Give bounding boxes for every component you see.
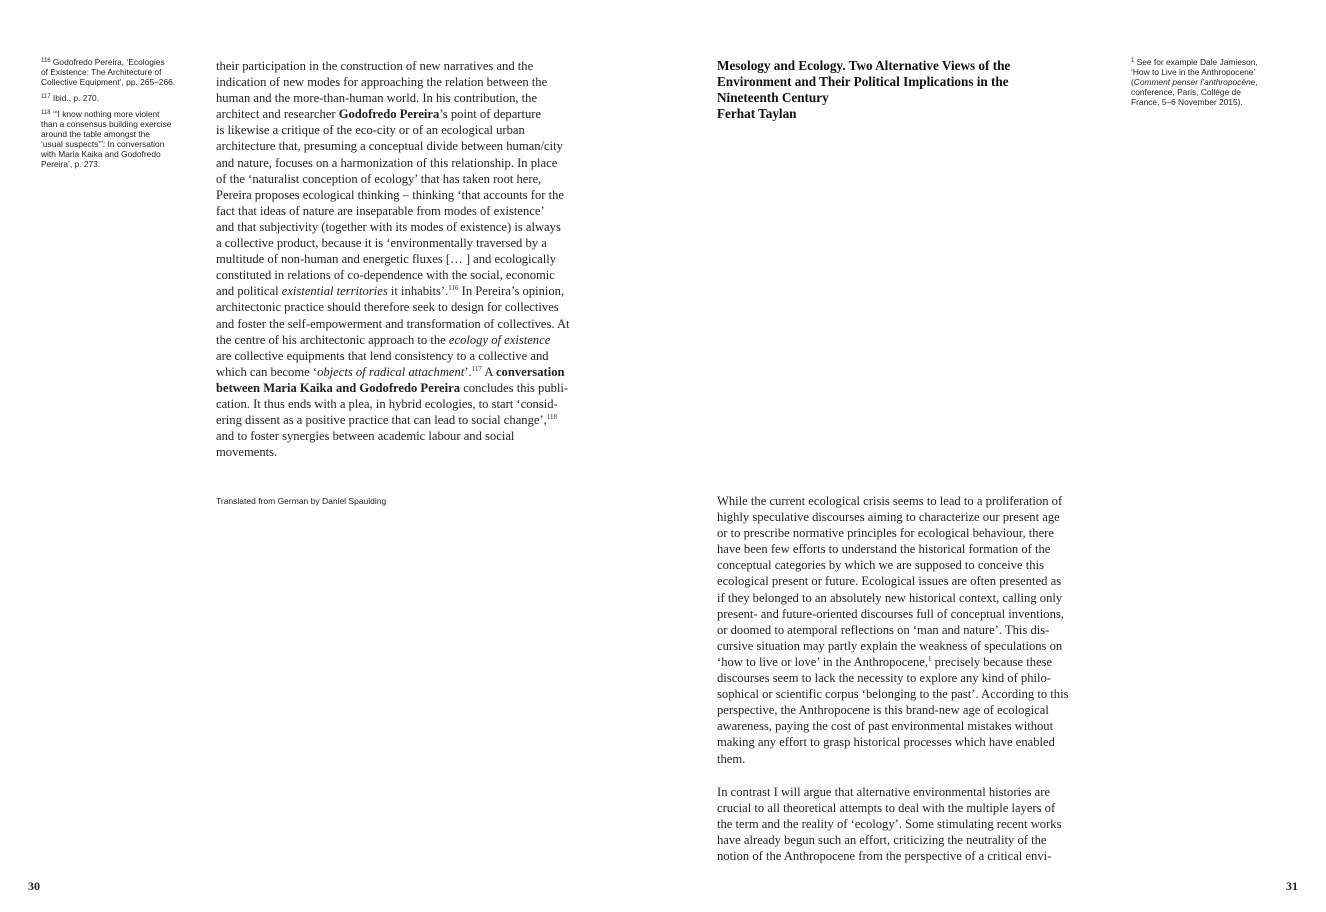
footnote-ref-117[interactable]: 117 (471, 364, 482, 373)
left-body-text: their participation in the construction of new narratives and the indication of new modes for approaching the relation between the human and the more-than-human world. In his contribution, the architect and researcher Godofredo Pereira’s point of departure is likewise a critique of the eco-city or of an ecological urban architecture that, presuming a conceptual divide between human/city and nature, focuses on a harmonization of this relationship. In place of the ‘naturalist conception of ecology’ that has taken root here, Pereira proposes ecological thinking – thinking ‘that accounts for the fact that ideas of nature are inseparable from modes of existence’ and that subjectivity (together with its modes of existence) is always a collective product, because it is ‘environmentally traversed by a multitude of non-human and energetic fluxes [… ] and ecologically constituted in relations of co-dependence with the social, economic and political existential territories it inhabits’.$^{116}$ In Pereira’s opinion, architectonic practice should therefore seek to design for collectives and foster the self-empowerment and transformation of collectives. At the centre of his architectonic approach to the ecology of existence are collective equipments that lend consistency to a collective and which can become ‘objects of radical attachment’.$^{117}$ A conversation between Maria Kaika and Godofredo Pereira concludes this publi- cation. It thus ends with a plea, in hybrid ecologies, to start ‘consid- ering dissent as a positive practice that can lead to social change’,$^{118}$ and to foster synergies between academic labour and social movements. (216, 59, 570, 460)
page-number-right: 31 (1286, 879, 1298, 893)
footnote-ref-118[interactable]: 118 (546, 413, 558, 422)
left-footnotes (41, 57, 201, 175)
article-title-line: Mesology and Ecology. Two Alternative Views of the (717, 58, 1011, 73)
page-number-left: 30 (28, 879, 40, 893)
footnote-ref-116[interactable]: 116 (448, 284, 459, 293)
article-header (717, 58, 1097, 122)
translator-credit: Translated from German by Daniel Spaulding (216, 496, 387, 506)
footnote-number: 116 (41, 58, 51, 64)
footnote-117: $^{117}$ Ibid., p. 270. (41, 93, 100, 103)
article-title-line: Nineteenth Century (717, 90, 829, 105)
footnote-number: 118 (41, 110, 51, 116)
footnote-number: 1 (1131, 58, 1135, 64)
right-body-text: While the current ecological crisis seems to lead to a proliferation of highly speculative discourses aiming to characterize our present age or to prescribe normative principles for ecological behaviour, there have been few efforts to understand the historical formation of the conceptual categories by which we are supposed to conceive this ecological present or future. Ecological issues are often presented as if they belonged to an absolutely new historical context, calling only present- and future-oriented discourses full of conceptual inventions, or doomed to atemporal reflections on ‘man and nature’. This dis- cursive situation may partly explain the weakness of speculations on ‘how to live or love’ in the Anthropocene,$^1$ precisely because these discourses seem to lack the necessity to explore any kind of philo- sophical or scientific corpus ‘belonging to the past’. According to this perspective, the Anthropocene is this brand-new age of ecological awareness, paying the cost of past environmental mistakes without making any effort to grasp historical processes which have enabled them. In contrast I will argue that alternative environmental histories are crucial to all theoretical attempts to deal with the multiple layers of the term and the reality of ‘ecology’. Some stimulating recent works have already begun such an effort, criticizing the neutrality of the notion of the Anthropocene from the perspective of a critical envi- (717, 493, 1117, 864)
footnote-ref-1[interactable]: 1 (928, 654, 932, 663)
name-godofredo-pereira: Godofredo Pereira (338, 107, 440, 122)
footnote-116: $^{116}$ Godofredo Pereira, ‘Ecologies of Existence: The Architecture of Collective Equipment’, pp. 265–266. (41, 57, 176, 87)
article-author: Ferhat Taylan (717, 106, 797, 121)
footnote-number: 117 (41, 94, 51, 100)
footnote-118: $^{118}$ ‘“I know nothing more violent than a consensus building exercise around the table amongst the ‘usual suspects’”: In conversation with Maria Kaika and Godofredo Pereira’, p. 273. (41, 109, 172, 169)
article-title-line: Environment and Their Political Implications in the (717, 74, 1009, 89)
paragraph-gap (717, 767, 1117, 784)
right-footnote-1: $^1$ See for example Dale Jamieson, ‘How to Live in the Anthropocene’ (Comment penser l’anthropocène, conference, Paris, Collège de France, 5–6 November 2015). (1131, 57, 1258, 107)
